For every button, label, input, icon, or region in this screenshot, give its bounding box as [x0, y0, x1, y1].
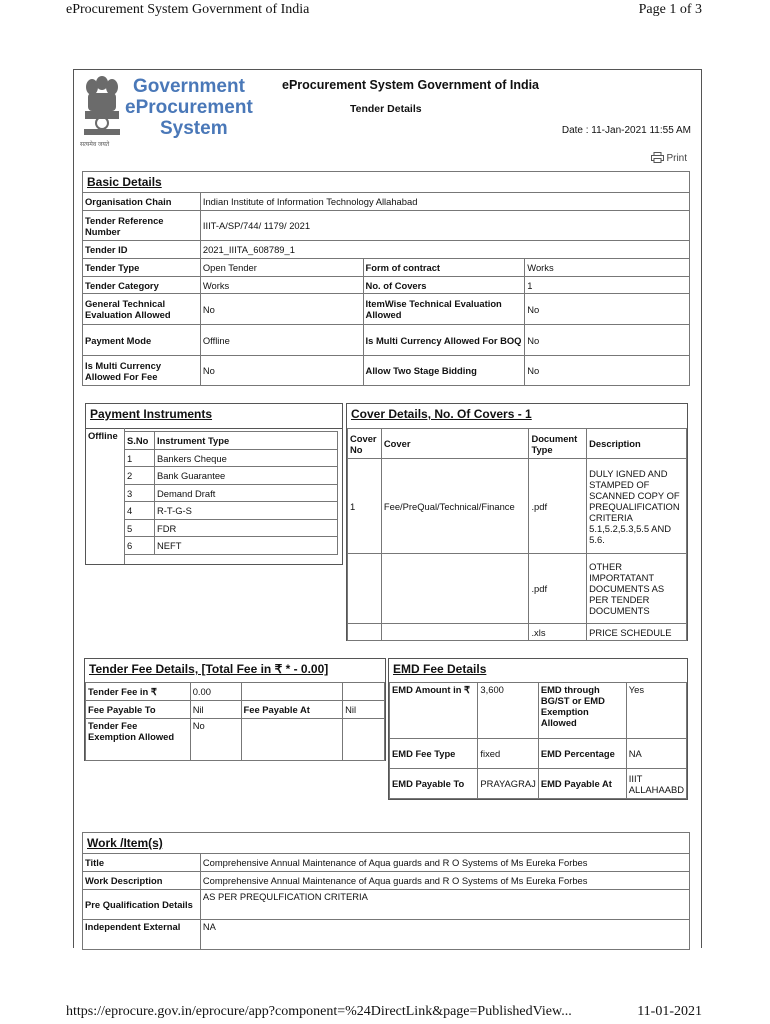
work-items-table: Work /Item(s) Title Comprehensive Annual Maintenance of Aqua guards and R O Systems of Ms Eureka Forbes Work Description Comprehensive Annual Maintenance of Aqua guards and R O Systems of Ms Eureka Forbes Pre Qualification Details AS PER PREQULFICATION CRITERIA Independent External NA [82, 832, 690, 950]
cover-details-box [346, 403, 688, 641]
emblem-caption: सत्यमेव जयते [80, 142, 110, 148]
tender-document: सत्यमेव जयते Government eProcurement System eProcurement System Government of India Tender Details Date : 11-Jan-2021 11:55 AM Print Basic Details Organisation Chain Indian Institute of Information Technology Allahabad Tender Reference Number IIIT-A/SP/744/ 1179/ 2021 Tender ID 2021_IIITA_608789_1 Tender Type Open Tender Form of contract Works Tender Category Works No. of Covers 1 General Technical Evaluation Allowed No ItemWise Technical Evaluation Allowed No Payment Mode Offline Is Multi Currency Allowed For BOQ No Is Multi Currency Allowed For Fee No Allow Two Stage Bidding No Payment Instruments Offline S.No Instrument Type 1 Bankers Cheque 2 Bank Guarantee 3 Demand Draft 4 R-T-G-S 5 FDR 6 NEFT Cover Details, No. Of Covers - 1 Cover No Cover Document Type Description 1 Fee/PreQual/Technical/Finance .pdf DULY IGNED AND STAMPED OF SCANNED COPY OF PREQUALIFICATION CRITERIA 5.1,5.2,5.3,5.5 AND 5.6. .pdf OTHER IMPORTATANT DOCUMENTS AS PER TENDER DOCUMENTS .xls PRICE SCHEDULE Tender Fee Details, [Total Fee in ₹ * - 0.00] Tender Fee in ₹ 0.00 Fee Payable To Nil Fee Payable At Nil Tender Fee Exemption Allowed No EMD Fee Details EMD Amount in ₹ 3,600 EMD through BG/ST or EMD Exemption Allowed Yes EMD Fee Type fixed EMD Percentage NA EMD Payable To PRAYAGRAJ EMD Payable At IIIT ALLAHAABD Work /Item(s) Title Comprehensive Annual Maintenance of Aqua guards and R O Systems of Ms Eureka Forbes Work Description Comprehensive Annual Maintenance of Aqua guards and R O Systems of Ms Eureka Forbes Pre Qualification Details AS PER PREQULFICATION CRITERIA Independent External NA [73, 69, 702, 948]
table-row: .xls PRICE SCHEDULE [348, 624, 687, 641]
print-date: 11-01-2021 [637, 1004, 702, 1019]
table-row: 1 Bankers Cheque [125, 450, 338, 467]
page-title: Tender Details [350, 103, 422, 115]
system-title: eProcurement System Government of India [282, 78, 540, 92]
table-row: 2 Bank Guarantee [125, 467, 338, 485]
emd-fee-heading: EMD Fee Details [393, 662, 487, 676]
tender-fee-table: Tender Fee in ₹ 0.00 Fee Payable To Nil Fee Payable At Nil Tender Fee Exemption Allowed No [85, 682, 385, 761]
browser-header [0, 0, 770, 22]
emd-fee-box [388, 658, 688, 800]
browser-header-title: eProcurement System Government of India [66, 2, 310, 17]
tender-fee-heading: Tender Fee Details, [Total Fee in ₹ * - 0.00] [89, 662, 329, 676]
page-url: https://eprocure.gov.in/eprocure/app?component=%24DirectLink&page=PublishedView... [66, 1004, 572, 1019]
table-row: 6 NEFT [125, 537, 338, 555]
print-link[interactable]: Print [651, 152, 687, 164]
national-emblem-icon [81, 73, 123, 141]
reference-value: IIIT-A/SP/744/ 1179/ 2021 [200, 211, 689, 241]
payment-instruments-box [85, 403, 343, 565]
browser-footer [0, 1000, 770, 1024]
organisation-value: Indian Institute of Information Technology Allahabad [200, 193, 689, 211]
table-row: 3 Demand Draft [125, 485, 338, 502]
tender-id-value: 2021_IIITA_608789_1 [200, 241, 689, 259]
report-date: Date : 11-Jan-2021 11:55 AM [561, 125, 691, 136]
cover-details-heading: Cover Details, No. Of Covers - 1 [351, 407, 532, 421]
work-title-value: Comprehensive Annual Maintenance of Aqua guards and R O Systems of Ms Eureka Forbes [200, 854, 689, 872]
page-number: Page 1 of 3 [638, 2, 702, 17]
payment-instruments-heading: Payment Instruments [90, 407, 213, 421]
payment-mode-label: Offline [88, 430, 118, 441]
basic-details-table: Basic Details Organisation Chain Indian Institute of Information Technology Allahabad Tender Reference Number IIIT-A/SP/744/ 1179/ 2021 Tender ID 2021_IIITA_608789_1 Tender Type Open Tender Form of contract Works Tender Category Works No. of Covers 1 General Technical Evaluation Allowed No ItemWise Technical Evaluation Allowed No Payment Mode Offline Is Multi Currency Allowed For BOQ No Is Multi Currency Allowed For Fee No Allow Two Stage Bidding No [82, 171, 690, 386]
basic-details-heading: Basic Details [83, 172, 690, 193]
instruments-table: S.No Instrument Type 1 Bankers Cheque 2 Bank Guarantee 3 Demand Draft 4 R-T-G-S 5 FDR 6 NEFT [124, 431, 338, 555]
tender-fee-box [84, 658, 386, 761]
table-row: 4 R-T-G-S [125, 502, 338, 520]
table-row: 5 FDR [125, 520, 338, 537]
printer-icon [651, 152, 664, 163]
table-row: 1 Fee/PreQual/Technical/Finance .pdf DULY IGNED AND STAMPED OF SCANNED COPY OF PREQUALIFICATION CRITERIA 5.1,5.2,5.3,5.5 AND 5.6. [348, 459, 687, 554]
table-row: .pdf OTHER IMPORTATANT DOCUMENTS AS PER TENDER DOCUMENTS [348, 554, 687, 624]
work-description-value: Comprehensive Annual Maintenance of Aqua guards and R O Systems of Ms Eureka Forbes [200, 872, 689, 890]
cover-details-table: Cover No Cover Document Type Description 1 Fee/PreQual/Technical/Finance .pdf DULY IGNED AND STAMPED OF SCANNED COPY OF PREQUALIFICATION CRITERIA 5.1,5.2,5.3,5.5 AND 5.6. .pdf OTHER IMPORTATANT DOCUMENTS AS PER TENDER DOCUMENTS .xls PRICE SCHEDULE [347, 428, 687, 641]
emd-fee-table: EMD Amount in ₹ 3,600 EMD through BG/ST or EMD Exemption Allowed Yes EMD Fee Type fixed EMD Percentage NA EMD Payable To PRAYAGRAJ EMD Payable At IIIT ALLAHAABD [389, 682, 687, 799]
prequalification-value: AS PER PREQULFICATION CRITERIA [200, 890, 689, 920]
work-items-heading: Work /Item(s) [83, 833, 690, 854]
